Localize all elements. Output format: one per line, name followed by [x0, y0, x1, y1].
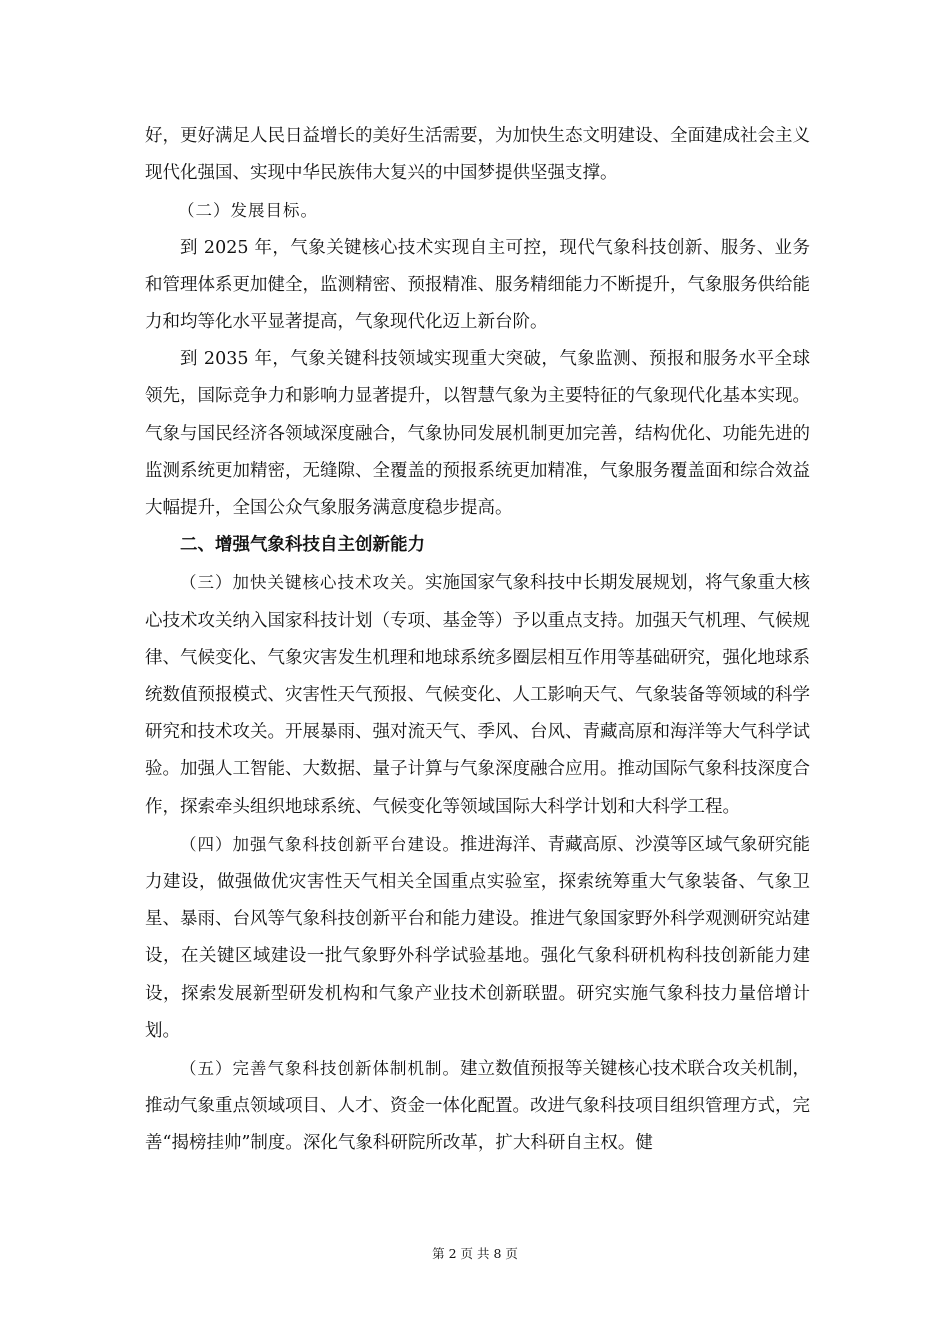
paragraph-2035-goal: 到 2035 年，气象关键科技领域实现重大突破，气象监测、预报和服务水平全球领先，国际竞争力和影响力显著提升，以智慧气象为主要特征的气象现代化基本实现。气象与国民经济各领域深度融合，气象协同发展机制更加完善，结构优化、功能先进的监测系统更加精密，无缝隙、全覆盖的预报系统更加精准，气象服务覆盖面和综合效益大幅提升，全国公众气象服务满意度稳步提高。 [145, 349, 810, 519]
section-heading-2: 二、增强气象科技自主创新能力 [180, 535, 425, 556]
page-footer: 第 2 页 共 8 页 [432, 1246, 518, 1261]
paragraph-4-title: （四）加强气象科技创新平台建设。 [180, 834, 460, 854]
subheading-development-goals: （二）发展目标。 [178, 201, 318, 221]
paragraph-5 [145, 1050, 810, 1163]
document-body [145, 118, 810, 1163]
paragraph-continuation: 好，更好满足人民日益增长的美好生活需要，为加快生态文明建设、全面建成社会主义现代化强国、实现中华民族伟大复兴的中国梦提供坚强支撑。 [145, 126, 810, 184]
paragraph-3-body: 实施国家气象科技中长期发展规划，将气象重大核心技术攻关纳入国家科技计划（专项、基金等）予以重点支持。加强天气机理、气候规律、气候变化、气象灾害发生机理和地球系统多圈层相互作用等基础研究，强化地球系统数值预报模式、灾害性天气预报、气候变化、人工影响天气、气象装备等领域的科学研究和技术攻关。开展暴雨、强对流天气、季风、台风、青藏高原和海洋等大气科学试验。加强人工智能、大数据、量子计算与气象深度融合应用。推动国际气象科技深度合作，探索牵头组织地球系统、气候变化等领域国际大科学计划和大科学工程。 [145, 573, 810, 817]
paragraph-4 [145, 826, 810, 1050]
paragraph-5-title: （五）完善气象科技创新体制机制。 [180, 1059, 460, 1079]
paragraph-4-body: 推进海洋、青藏高原、沙漠等区域气象研究能力建设，做强做优灾害性天气相关全国重点实验室，探索统筹重大气象装备、气象卫星、暴雨、台风等气象科技创新平台和能力建设。推进气象国家野外科学观测研究站建设，在关键区域建设一批气象野外科学试验基地。强化气象科研机构科技创新能力建设，探索发展新型研发机构和气象产业技术创新联盟。研究实施气象科技力量倍增计划。 [145, 834, 810, 1041]
paragraph-2025-goal: 到 2025 年，气象关键核心技术实现自主可控，现代气象科技创新、服务、业务和管理体系更加健全，监测精密、预报精准、服务精细能力不断提升，气象服务供给能力和均等化水平显著提高，气象现代化迈上新台阶。 [145, 237, 810, 333]
paragraph-3 [145, 564, 810, 825]
paragraph-5-body: 建立数值预报等关键核心技术联合攻关机制，推动气象重点领域项目、人才、资金一体化配置。改进气象科技项目组织管理方式，完善“揭榜挂帅”制度。深化气象科研院所改革，扩大科研自主权。健 [145, 1059, 810, 1154]
paragraph-3-title: （三）加快关键核心技术攻关。 [180, 573, 425, 593]
